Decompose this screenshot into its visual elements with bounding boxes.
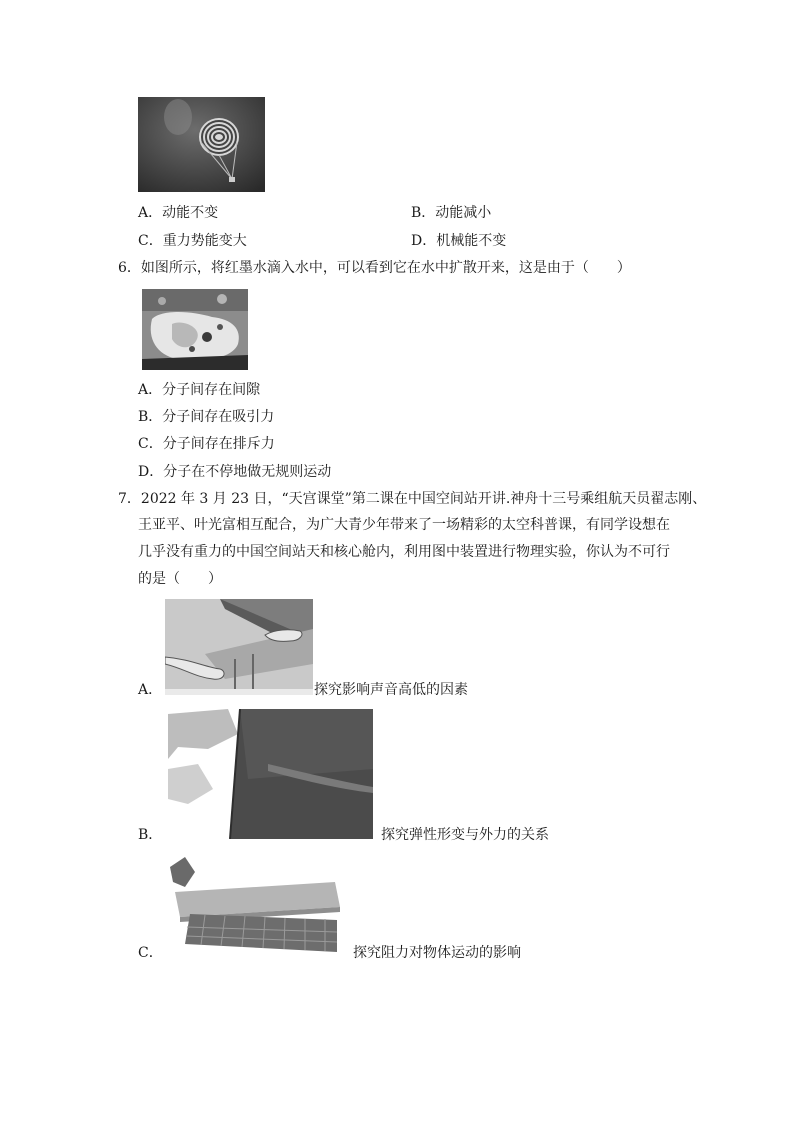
q5-option-c[interactable]: C．重力势能变大 bbox=[138, 233, 247, 249]
q6-option-c[interactable]: C．分子间存在排斥力 bbox=[138, 436, 275, 452]
q6-option-b[interactable]: B．分子间存在吸引力 bbox=[138, 409, 275, 425]
q7-option-c-letter[interactable]: C． bbox=[138, 945, 163, 961]
elastic-board-photo bbox=[168, 709, 373, 839]
q7-option-b-text[interactable]: 探究弹性形变与外力的关系 bbox=[381, 827, 549, 843]
q5-option-b[interactable]: B．动能减小 bbox=[411, 205, 492, 221]
q7-option-b-letter[interactable]: B． bbox=[138, 827, 163, 843]
incline-friction-photo bbox=[165, 852, 341, 956]
q7-option-c-text[interactable]: 探究阻力对物体运动的影响 bbox=[353, 945, 521, 961]
q7-stem-line-1: 7．2022 年 3 月 23 日，“天宫课堂”第二课在中国空间站开讲.神舟十三号乘组航天员翟志刚、 bbox=[118, 491, 707, 507]
q6-stem: 6．如图所示，将红墨水滴入水中，可以看到它在水中扩散开来，这是由于（ ） bbox=[118, 260, 631, 276]
ruler-on-table-photo bbox=[165, 599, 313, 695]
parachute-photo bbox=[138, 97, 265, 192]
q7-stem-line-4: 的是（ ） bbox=[138, 571, 222, 587]
q7-stem-line-2: 王亚平、叶光富相互配合，为广大青少年带来了一场精彩的太空科普课，有同学设想在 bbox=[138, 517, 670, 533]
q7-option-a-text[interactable]: 探究影响声音高低的因素 bbox=[314, 682, 468, 698]
ink-diffusion-photo bbox=[142, 289, 248, 370]
q7-stem-line-3: 几乎没有重力的中国空间站天和核心舱内，利用图中装置进行物理实验，你认为不可行 bbox=[138, 544, 670, 560]
q6-option-d[interactable]: D．分子在不停地做无规则运动 bbox=[138, 464, 332, 480]
q7-option-a-letter[interactable]: A． bbox=[138, 682, 163, 698]
q5-option-a[interactable]: A．动能不变 bbox=[138, 205, 219, 221]
q6-option-a[interactable]: A．分子间存在间隙 bbox=[138, 382, 261, 398]
q5-option-d[interactable]: D．机械能不变 bbox=[411, 233, 507, 249]
